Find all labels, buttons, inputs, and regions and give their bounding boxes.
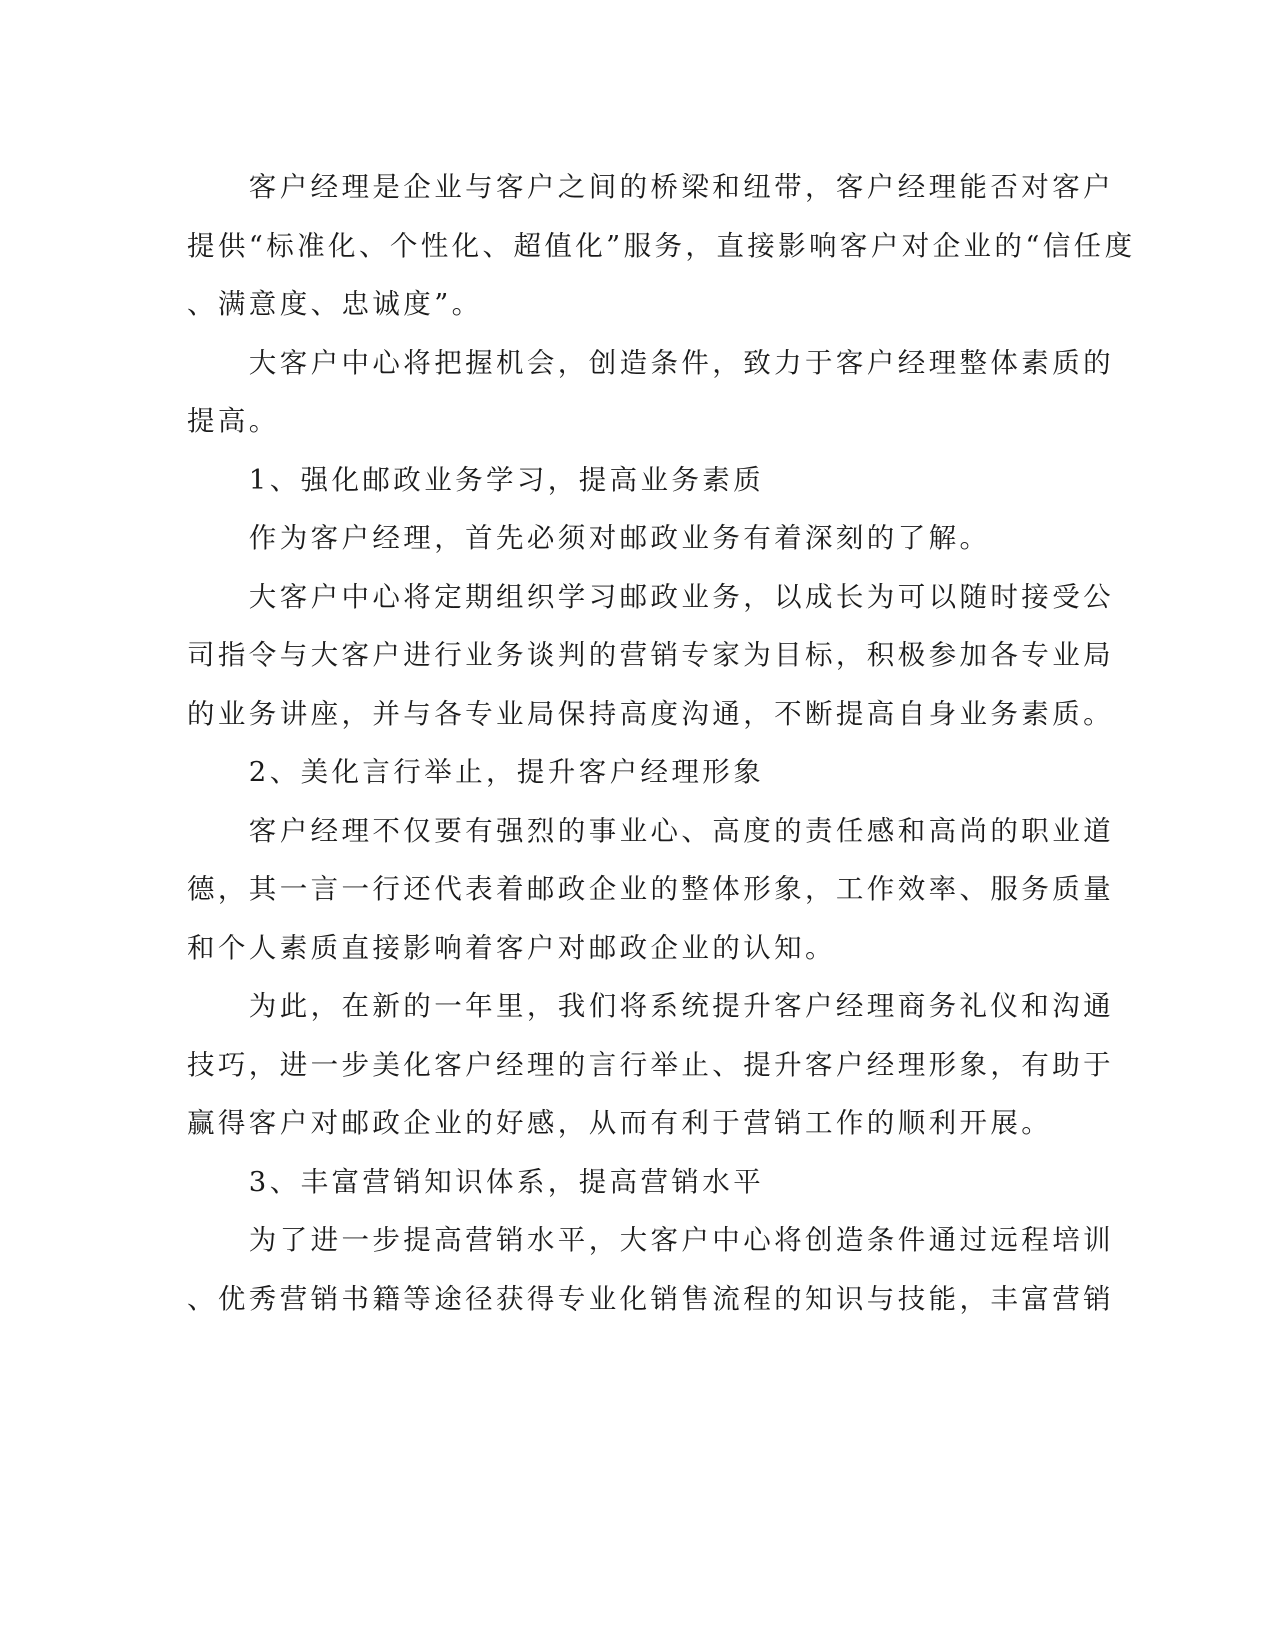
text-line: 大客户中心将把握机会，创造条件，致力于客户经理整体素质的 xyxy=(187,346,1114,379)
text-line: 、满意度、忠诚度”。 xyxy=(187,288,483,320)
text-line: 作为客户经理，首先必须对邮政业务有着深刻的了解。 xyxy=(187,522,991,554)
text-line: 、优秀营销书籍等途径获得专业化销售流程的知识与技能，丰富营销 xyxy=(187,1282,1114,1315)
text-line: 提供“标准化、个性化、超值化”服务，直接影响客户对企业的“信任度 xyxy=(187,229,1136,262)
text-line: 客户经理是企业与客户之间的桥梁和纽带，客户经理能否对客户 xyxy=(187,171,1114,203)
text-line: 德，其一言一行还代表着邮政企业的整体形象，工作效率、服务质量 xyxy=(187,873,1114,905)
text-line: 的业务讲座，并与各专业局保持高度沟通，不断提高自身业务素质。 xyxy=(187,697,1114,730)
section-heading-2: 2、美化言行举止，提升客户经理形象 xyxy=(187,756,765,788)
text-line: 赢得客户对邮政企业的好感，从而有利于营销工作的顺利开展。 xyxy=(187,1107,1053,1139)
document-body xyxy=(187,158,1136,1328)
text-line: 提高。 xyxy=(187,405,280,437)
text-line: 和个人素质直接影响着客户对邮政企业的认知。 xyxy=(187,931,836,964)
text-line: 技巧，进一步美化客户经理的言行举止、提升客户经理形象，有助于 xyxy=(187,1048,1114,1081)
text-line: 大客户中心将定期组织学习邮政业务，以成长为可以随时接受公 xyxy=(187,580,1114,613)
section-heading-3: 3、丰富营销知识体系，提高营销水平 xyxy=(187,1165,765,1198)
text-line: 司指令与大客户进行业务谈判的营销专家为目标，积极参加各专业局 xyxy=(187,639,1114,671)
text-line: 客户经理不仅要有强烈的事业心、高度的责任感和高尚的职业道 xyxy=(187,814,1114,847)
text-line: 为此，在新的一年里，我们将系统提升客户经理商务礼仪和沟通 xyxy=(187,990,1114,1022)
text-line: 为了进一步提高营销水平，大客户中心将创造条件通过远程培训 xyxy=(187,1224,1114,1256)
section-heading-1: 1、强化邮政业务学习，提高业务素质 xyxy=(187,463,765,496)
